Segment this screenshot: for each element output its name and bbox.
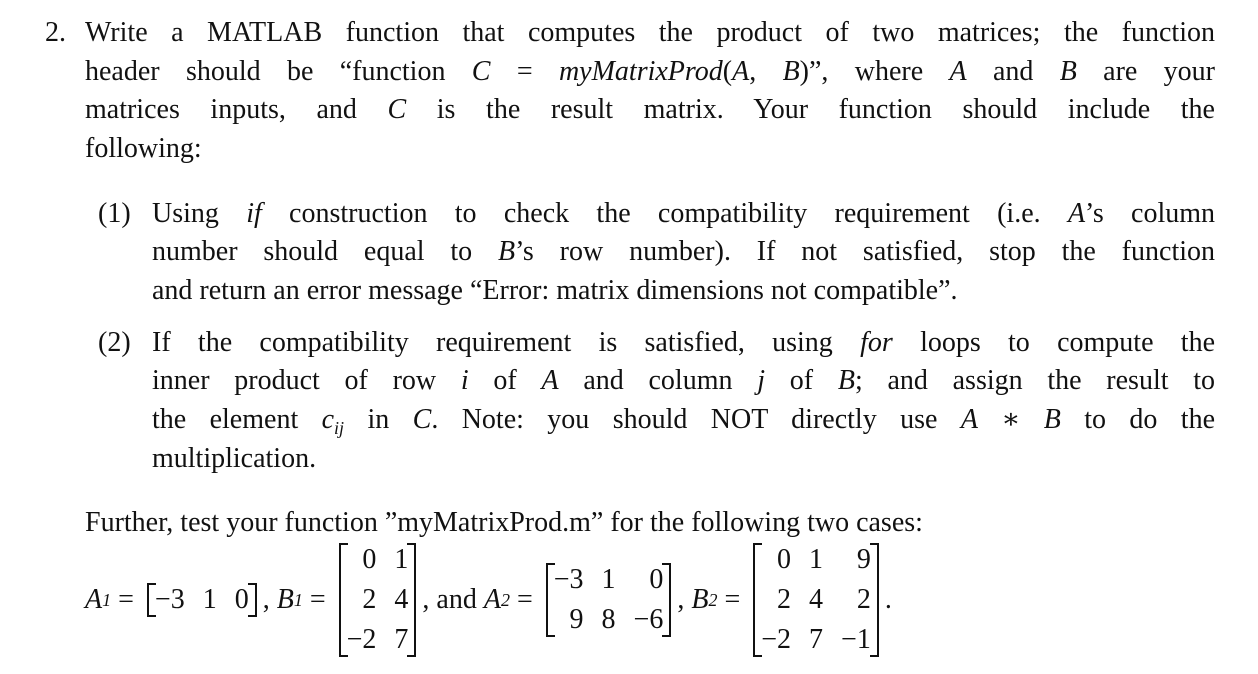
equals: = bbox=[302, 584, 333, 615]
text-segment: Write a MATLAB function that computes the product of two matrices; the function bbox=[85, 17, 1215, 48]
math-symbol: j bbox=[757, 365, 766, 396]
text-segment: are your bbox=[1076, 56, 1216, 87]
test-cases: A 1 = −3 1 0 , B 1 = 0 1 2 4 −2 7 , and A 2 = −3 1 0 9 8 −6 , B 2 = 0 1 9 2 4 2 −2 7 −1 . bbox=[85, 540, 1245, 660]
matrix-b1 bbox=[339, 541, 417, 659]
equals: = bbox=[717, 584, 748, 615]
text-segment: and return an error message “Error: matrix dimensions not compatible”. bbox=[152, 275, 958, 306]
text-segment: )”, where bbox=[799, 56, 950, 87]
matrix-entry: 4 bbox=[394, 584, 409, 615]
text-segment: ’s column bbox=[1085, 198, 1216, 229]
matrix-entry: 0 bbox=[649, 564, 664, 595]
text-segment: , bbox=[749, 56, 783, 87]
math-symbol: B bbox=[837, 365, 855, 396]
text-segment: . Note: you should NOT directly use bbox=[431, 404, 961, 435]
text-segment: header should be “function bbox=[85, 56, 472, 87]
math-symbol: C bbox=[387, 94, 407, 125]
matrix-a1 bbox=[147, 581, 257, 619]
a1-label: A bbox=[85, 584, 103, 615]
matrix-entry: 0 bbox=[362, 544, 377, 575]
matrix-a2 bbox=[546, 561, 672, 639]
matrix-entry: 1 bbox=[202, 584, 217, 615]
matrix-entry: 1 bbox=[601, 564, 616, 595]
text-segment: the element bbox=[152, 404, 322, 435]
text-line bbox=[85, 505, 1185, 541]
matrix-entry: −6 bbox=[633, 604, 664, 635]
text-line bbox=[152, 363, 1215, 399]
text-segment: Using bbox=[152, 198, 247, 229]
text-line bbox=[152, 441, 1215, 477]
text-segment: and column bbox=[558, 365, 758, 396]
matrix-entry: −1 bbox=[841, 624, 871, 655]
math-symbol: A bbox=[1067, 198, 1086, 229]
item-label: (2) bbox=[98, 327, 131, 358]
matrix-entry: 9 bbox=[569, 604, 584, 635]
matrix-entry: 2 bbox=[362, 584, 377, 615]
and-text: , and bbox=[422, 584, 484, 615]
math-symbol: A bbox=[541, 365, 559, 396]
text-segment: loops to compute the bbox=[892, 327, 1215, 358]
problem-number: 2. bbox=[45, 17, 66, 48]
matrix-entry: 1 bbox=[394, 544, 409, 575]
math-subscript: ij bbox=[334, 418, 345, 438]
text-segment: ∗ bbox=[977, 404, 1044, 435]
text-segment: ; and assign the result to bbox=[854, 365, 1216, 396]
matrix-entry: 9 bbox=[856, 544, 871, 575]
math-symbol: for bbox=[860, 327, 893, 358]
text-segment: and bbox=[966, 56, 1060, 87]
math-symbol: myMatrixProd bbox=[558, 56, 723, 87]
text-segment: If the compatibility requirement is satisfied, using bbox=[152, 327, 861, 358]
matrix-entry: 4 bbox=[809, 584, 824, 615]
math-symbol: B bbox=[1059, 56, 1077, 87]
text-segment: following: bbox=[85, 133, 202, 164]
text-segment: inner product of row bbox=[152, 365, 461, 396]
b2-label: B bbox=[691, 584, 709, 615]
math-symbol: A bbox=[949, 56, 967, 87]
text-line bbox=[85, 15, 1215, 51]
matrix-entry: 7 bbox=[394, 624, 409, 655]
text-line bbox=[152, 196, 1215, 232]
math-symbol: c bbox=[321, 404, 335, 435]
b1-label: B bbox=[276, 584, 294, 615]
matrix-b2 bbox=[753, 541, 879, 659]
period: . bbox=[884, 584, 892, 615]
matrix-entry: 8 bbox=[601, 604, 616, 635]
math-symbol: A bbox=[732, 56, 750, 87]
text-segment: is the result matrix. Your function should include the bbox=[406, 94, 1215, 125]
comma: , bbox=[262, 584, 277, 615]
text-line bbox=[85, 92, 1215, 128]
math-symbol: A bbox=[960, 404, 978, 435]
a2-label: A bbox=[483, 584, 501, 615]
matrix-entry: −3 bbox=[154, 584, 185, 615]
math-symbol: i bbox=[460, 365, 469, 396]
matrix-entry: 2 bbox=[777, 584, 792, 615]
math-symbol: C bbox=[412, 404, 432, 435]
text-line bbox=[152, 234, 1215, 270]
equals: = bbox=[509, 584, 540, 615]
text-segment: ’s row number). If not satisfied, stop the function bbox=[515, 236, 1215, 267]
matrix-entry: 2 bbox=[856, 584, 871, 615]
math-symbol: B bbox=[1043, 404, 1061, 435]
text-line bbox=[152, 402, 1215, 438]
text-line bbox=[85, 131, 1215, 167]
text-segment: of bbox=[468, 365, 542, 396]
text-segment: number should equal to bbox=[152, 236, 499, 267]
math-symbol: B bbox=[782, 56, 800, 87]
math-symbol: B bbox=[498, 236, 516, 267]
text-line bbox=[152, 273, 1215, 309]
matrix-entry: −2 bbox=[346, 624, 377, 655]
comma: , bbox=[677, 584, 692, 615]
text-segment: in bbox=[344, 404, 413, 435]
text-line bbox=[152, 325, 1215, 361]
matrix-entry: 1 bbox=[809, 544, 824, 575]
matrix-entry: −2 bbox=[761, 624, 792, 655]
math-symbol: if bbox=[246, 198, 262, 229]
text-segment: of bbox=[765, 365, 838, 396]
text-segment: = bbox=[490, 56, 559, 87]
text-segment: to do the bbox=[1060, 404, 1215, 435]
text-segment: ( bbox=[722, 56, 733, 87]
equals: = bbox=[111, 584, 141, 615]
matrix-entry: 0 bbox=[234, 584, 249, 615]
text-segment: construction to check the compatibility requirement (i.e. bbox=[261, 198, 1068, 229]
text-segment: matrices inputs, and bbox=[85, 94, 388, 125]
matrix-entry: −3 bbox=[553, 564, 584, 595]
matrix-entry: 0 bbox=[777, 544, 792, 575]
text-line bbox=[85, 54, 1215, 90]
math-symbol: C bbox=[471, 56, 491, 87]
item-label: (1) bbox=[98, 198, 131, 229]
text-segment: multiplication. bbox=[152, 443, 317, 474]
text-segment: Further, test your function ”myMatrixProd.m” for the following two cases: bbox=[85, 507, 923, 538]
matrix-entry: 7 bbox=[809, 624, 824, 655]
